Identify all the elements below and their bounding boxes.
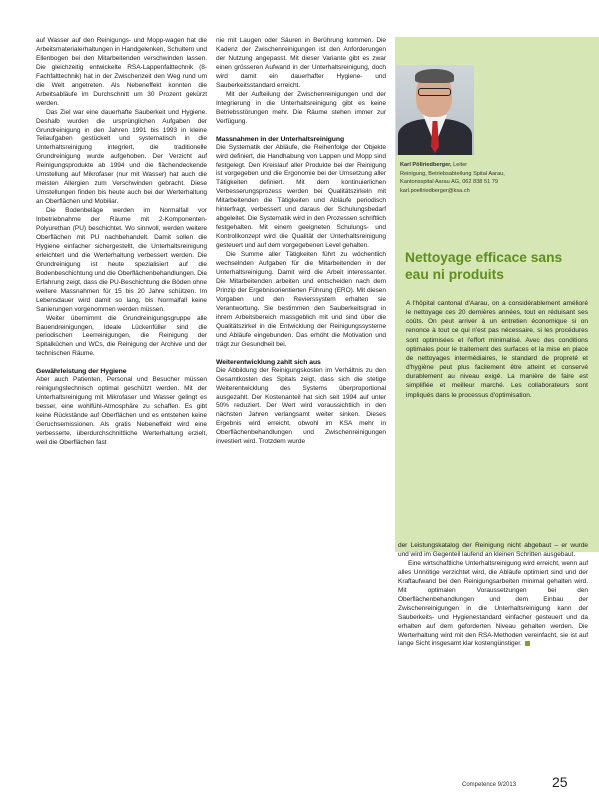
col2-paragraph-1: nie mit Laugen oder Säuren in Berührung kommen. Die Kadenz der Zwischenreinigungen ist den Anforderungen der Nutzung angepasst. Mit dieser Variante gibt es zwar einen grösseren Aufwand in der Unterhaltsreinigung, doch wird damit ein dauerhafter Hygiene- und Sauberkeitsstandard erreicht.: [216, 37, 386, 89]
col1-paragraph-3: Die Bodenbeläge werden im Normalfall vor Inbetriebnahme der Räume mit 2-Komponenten-Polyurethan (PU) beschichtet. Wo sinnvoll, werden weitere Oberflächen mit PU nachbehandelt. Damit sollen die Hygiene einfacher sichergestellt, die Unterhaltsreinigung erleichtert und die Werterhaltung verbessert werden. Die Grundreinigung ist heute spezialisiert auf die Bodenbeschichtung und die Oberflächenbehandlungen. Die Erfahrung zeigt, dass die PU-Beschichtung die Böden ohne weitere Massnahmen für 15 bis 20 Jahre schützen. Im Lebensdauer wird damit so lang, bis Normalfall keine Sanierungen vorgenommen werden müssen.: [36, 207, 207, 313]
col2-paragraph-2: Mit der Aufteilung der Zwischenreinigungen und der Integrierung in die Unterhaltsreinigung gibt es keine Betriebsstörungen mehr. Die Räume stehen immer zur Verfügung.: [216, 90, 386, 125]
author-caption: [400, 161, 570, 195]
author-company-phone: Kantonsspital Aarau AG, 062 838 51 79: [400, 179, 498, 186]
col2-paragraph-5: Die Abbildung der Reinigungskosten im Verhältnis zu den Gesamtkosten des Spitals zeigt, dass sich die stetige Weiterentwicklung des Systems überproportional ausgezahlt. Der Kostenanteil hat sich seit 1994 auf unter 50% reduziert. Der Wert wird voraussichtlich in den nächsten Jahren verlangsamt weiter sinken. Dieses Ergebnis wird erreicht, obwohl im KSA mehr in Oberflächenbehandlungen und Zwischenreinigungen investiert wird. Trotzdem wurde: [216, 366, 386, 446]
author-role: Leiter: [453, 162, 468, 168]
col2-paragraph-3: Die Systematik der Abläufe, die Reihenfolge der Objekte wird definiert, die Handhabung von Lappen und Mopp sind festgelegt. Den Kreislauf aller Produkte bei der Reinigung ist vorgegeben und die Ergonomie bei der Umsetzung aller Tätigkeiten definiert. Mit dem kontinuierlichen Verbesserungsprozess werden bei Qualitätszirkeln mit Mitarbeitenden die Tätigkeiten und Abläufe periodisch hinterfragt, verbessert und daraus der Schulungsbedarf abgeleitet. Die Systematik wird in den Prozessen schriftlich festgehalten. Mit einem geeigneten Schulungs- und Kontrollkonzept wird die Qualität der Unterhaltsreinigung gesteuert und auf dem vorgegebenen Level gehalten.: [216, 143, 386, 250]
column-2: [216, 37, 386, 447]
col3-paragraph-2-text: Eine wirtschaftliche Unterhaltsreinigung wird erreicht, wenn auf alles Unnötige verzichtet wird, die Abläufe optimiert sind und der Kraftaufwand bei den Reinigungsarbeiten minimal gehalten wird. Mit optimalen Voraussetzungen bei den Oberflächenbehandlungen und dem Einbau der Zwischenreinigungen in die Unterhaltsreinigung kann der Sauberkeits- und Hygienestandard einfacher gesteuert und da erhalten auf dem geforderten Niveau gehalten werden. Die Werterhaltung wird mit den RSA-Methoden vereinfacht, sie ist auf lange Sicht insgesamt klar kostengünstiger.: [398, 559, 588, 648]
col2-heading-measures: Massnahmen in der Unterhaltsreinigung: [216, 135, 345, 143]
column-3-lower: [398, 542, 588, 649]
author-department: Reinigung, Betriebsabteilung Spital Aarau,: [400, 170, 505, 177]
col1-heading-hygiene: Gewährleistung der Hygiene: [36, 368, 127, 376]
col2-heading-development: Weiterentwicklung zahlt sich aus: [216, 358, 321, 366]
french-summary-body: A l'hôpital cantonal d'Aarau, on a considérablement amélioré le nettoyage ces 20 dernières années, tout en réduisant ses coûts. On peut arriver à un entretien économique si on renonce à tout ce qui n'est pas nécessaire, si les procédures sont optimisées et l'effort minimalisé. Avec des conditions optimales pour le traitement des surfaces et la mise en place de nettoyages intermédiaires, le standard de propreté et d'hygiène peut plus facilement être atteint et conservé durablement au niveau exigé. La manière de faire est simplifiée et meilleur marché. Les collaborateurs sont impliqués dans le processus d'optimisation.: [406, 300, 588, 399]
author-photo: [396, 65, 474, 155]
col1-paragraph-1: auf Wasser auf den Reinigungs- und Mopp-wagen hat die Arbeitsmaterialerhaltungen in Handgelenken, Schultern und Ellenbogen bei den Mitarbeitenden verschwinden lassen. Die gleichzeitig entwickelte RSA-Lappenfalttechnik (8-Fachfalttechnik) hat in der Zwischenzeit den Weg rund um die Welt angetreten. Als Nebeneffekt konnten die Arbeitsabläufe im Durchschnitt um 30 Prozent gekürzt werden.: [36, 37, 207, 107]
col1-paragraph-5: Aber auch Patienten, Personal und Besucher müssen reinigungstechnisch optimal geschützt werden. Mit der Unterhaltsreinigung mit Mikrofaser und Wasser gelingt es besser, eine wohlfühl-Atmosphäre zu schaffen. Es gibt keine Rückstände auf Oberflächen und es entstehen keine Geruchsemissionen. Als gratis Nebeneffekt wird eine verbesserte, überdurchschnittliche Werterhaltung erzielt, weil die Oberflächen fast: [36, 376, 207, 447]
col1-paragraph-4: Weiter übernimmt die Grundreinigungsgruppe alle Bauendreinigungen, Ideale Lückenfüller sind die periodischen Leerreinigungen, die Reinigung der Spitalküchen und WCs, die Reinigung der Archive und der technischen Räume.: [36, 314, 207, 358]
col2-paragraph-4: Die Summe aller Tätigkeiten führt zu wöchentlich wechselnden Aufgaben für die Mitarbeitenden in der Unterhaltsreinigung. Damit wird die Arbeit interessanter. Die Mitarbeitenden arbeiten und entscheiden nach dem Prinzip der Ergebnisorientierten Führung (ERO). Mit diesen Vorgaben und den Revierssystem erhalten sie Verantwortung. Sie bestimmen den Sauberkeitsgrad in ihrem Arbeitsbereich massgeblich mit und sind über die Qualitätszirkel in die Entwicklung der Reinigungssysteme und Abläufe eingebunden. Das erhöht die Motivation und trägt zur Gesundheit bei.: [216, 251, 386, 348]
end-of-article-marker: [525, 641, 530, 646]
col1-paragraph-2: Das Ziel war eine dauerhafte Sauberkeit und Hygiene. Deshalb wurden die ursprünglichen Aufgaben der Grundreinigung in den Jahren 1991 bis 1993 in kleine Teilaufgaben gestückelt und systematisch in die Unterhaltsreinigung integriert, die traditionelle Grundreinigung wurde aufgehoben. Der Verzicht auf Reinigungsprodukte ab 1994 und die flächendeckende Umstellung auf Mikrofaser (nur mit Wasser) hat auch die meisten Allergien zum Verschwinden gebracht. Diese Umstellungen finden bis heute auch bei der Werterhaltung an Oberflächen und Mobiliar.: [36, 108, 207, 206]
author-email: karl.poellriedberger@ksa.ch: [400, 187, 470, 194]
column-1: [36, 37, 207, 448]
col3-paragraph-1: der Leistungskatalog der Reinigung nicht abgebaut – er wurde und wird im Gegenteil laufend an kleinen Schritten ausgebaut.: [398, 542, 588, 558]
author-name: Karl Pöllriedberger,: [400, 162, 452, 168]
french-summary-title: Nettoyage efficace sans eau ni produits: [405, 250, 563, 282]
page-number: 25: [552, 774, 568, 790]
publication-name: Competence 9/2013: [462, 782, 517, 788]
col3-paragraph-2: [398, 560, 588, 650]
